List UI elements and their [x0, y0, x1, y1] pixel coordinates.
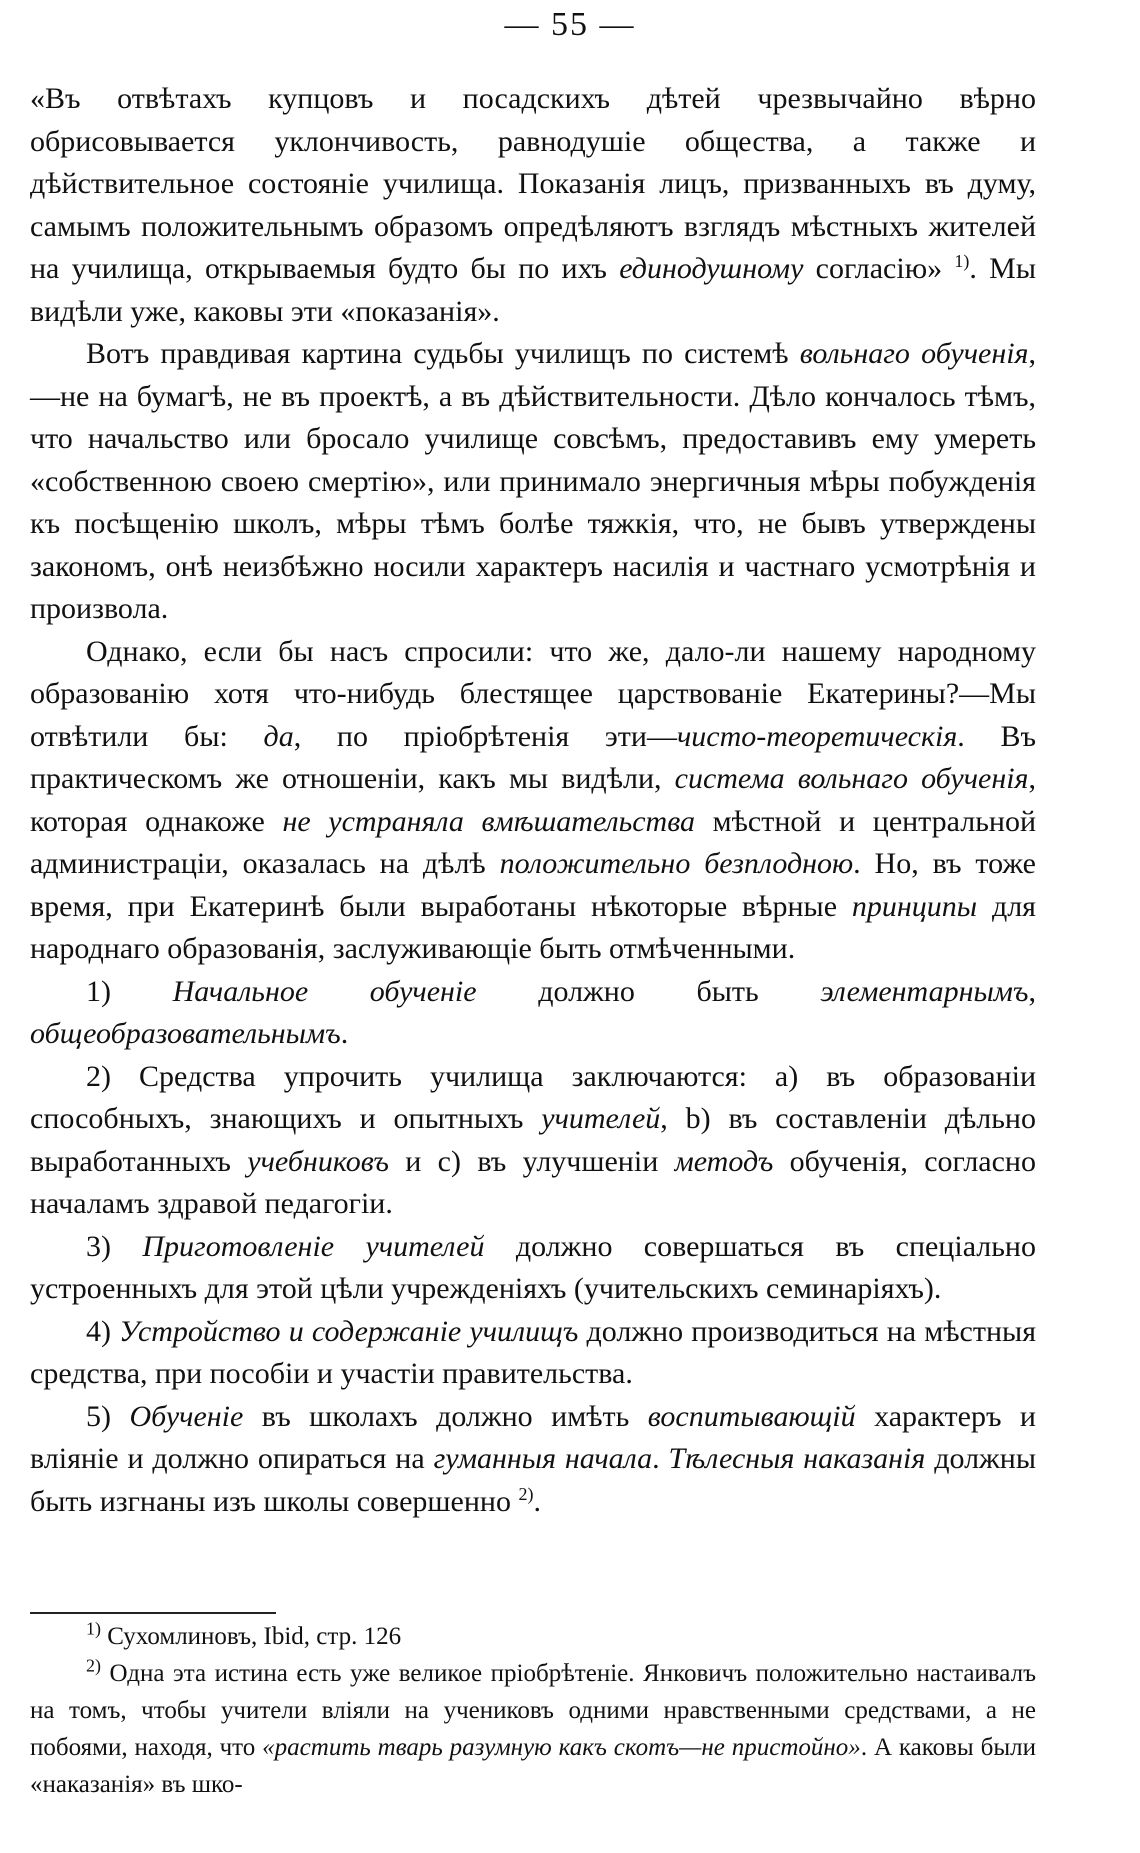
italic-text: принципы	[851, 889, 978, 923]
italic-text: Обученіе	[129, 1399, 244, 1433]
text-run: . А каковы были «наказанія» въ шко-	[30, 1734, 1036, 1798]
text-run: , b) въ составленіи дѣльно выработанныхъ	[30, 1102, 1036, 1178]
text-run: должно совершаться въ спеціально устроенныхъ для этой цѣли учрежденіяхъ (учительскихъ семинаріяхъ).	[30, 1229, 1036, 1305]
footnote-ref: 1)	[86, 1618, 101, 1639]
text-run: согласію»	[803, 252, 955, 285]
footnote	[30, 1655, 1036, 1803]
text-run: 5)	[86, 1399, 130, 1433]
footnote-divider	[30, 1612, 276, 1614]
text-run: .	[652, 1442, 669, 1475]
paragraph	[30, 1056, 1036, 1226]
main-text	[30, 78, 1036, 1523]
text-run: въ школахъ должно имѣть	[243, 1399, 648, 1433]
text-run: 2) Средства упрочить училища заключаются: a) въ образованіи способныхъ, знающихъ и опытныхъ	[30, 1059, 1036, 1135]
text-run: должно производиться на мѣстныя средства, при пособіи и участіи правительства.	[30, 1314, 1036, 1390]
italic-text: учебниковъ	[247, 1144, 389, 1178]
text-run: .	[340, 1017, 349, 1050]
italic-text: вольнаго обученія	[799, 337, 1029, 370]
text-run: ,—не на бумагѣ, не въ проектѣ, а въ дѣйствительности. Дѣло кончалось тѣмъ, что начальство или бросало училище совсѣмъ, предоставивъ ему умереть «собственною своею смертію», или принимало энергичныя мѣры побужденія къ посѣщенію школъ, мѣры тѣмъ болѣе тяжкія, что, не бывъ утверждены закономъ, онѣ неизбѣжно носили характеръ насилія и частнаго усмотрѣнія и произвола.	[30, 337, 1037, 625]
text-run: и c) въ улучшеніи	[388, 1144, 675, 1178]
italic-text: гуманныя начала	[433, 1442, 653, 1475]
footnote-ref: 1)	[954, 251, 970, 271]
italic-text: Приготовленіе учителей	[142, 1229, 485, 1263]
text-run: «Въ отвѣтахъ купцовъ и посадскихъ дѣтей чрезвычайно вѣрно обрисовывается уклончивость, равнодушіе общества, а также и дѣйствительное состояніе училища. Показанія лицъ, призванныхъ въ думу, самымъ положительнымъ образомъ опредѣляютъ взглядъ мѣстныхъ жителей на училища, открываемыя будто бы по ихъ	[30, 82, 1036, 285]
text-run: . Но, въ тоже время, при Екатеринѣ были выработаны нѣкоторые вѣрные	[30, 847, 1036, 923]
text-run: 3)	[86, 1229, 143, 1263]
footnote	[30, 1618, 1036, 1655]
text-run: должно быть	[476, 974, 821, 1008]
text-run: .	[533, 1484, 541, 1518]
text-run: 4)	[86, 1314, 120, 1348]
text-run: характеръ и вліяніе и должно опираться на	[30, 1399, 1036, 1475]
paragraph	[30, 1396, 1036, 1524]
italic-text: учителей	[541, 1102, 661, 1135]
italic-text: Начальное обученіе	[172, 974, 477, 1008]
text-run: для народнаго образованія, заслуживающіе быть отмѣченными.	[30, 889, 1036, 965]
text-run: Вотъ правдивая картина судьбы училищъ по системѣ	[86, 337, 800, 370]
italic-text: воспитывающій	[647, 1399, 856, 1433]
italic-text: положительно безплодною	[499, 847, 854, 880]
text-run: , которая однакоже	[30, 762, 1036, 838]
italic-text: Устройство и содержаніе училищъ	[119, 1314, 579, 1348]
paragraph	[30, 78, 1036, 333]
text-run: Одна эта истина есть уже великое пріобрѣтеніе. Янковичъ положительно настаивалъ на томъ, чтобы учители вліяли на учениковъ одними нравственными средствами, а не побоями, находя, что	[30, 1660, 1036, 1761]
paragraph	[30, 631, 1036, 971]
italic-text: да	[263, 719, 294, 753]
italic-text: не устраняла вмѣшательства	[282, 804, 696, 838]
footnotes	[30, 1618, 1036, 1803]
paragraph	[30, 1311, 1036, 1396]
italic-text: элементарнымъ	[820, 974, 1029, 1008]
italic-text: система вольнаго обученія	[674, 762, 1029, 795]
italic-text: Тѣлесныя наказанія	[668, 1442, 926, 1475]
footnote-ref: 2)	[86, 1655, 101, 1676]
italic-text: общеобразовательнымъ	[30, 1017, 341, 1050]
italic-text: чисто-теоретическія	[676, 719, 958, 753]
text-run: мѣстной и центральной администраціи, оказалась на дѣлѣ	[30, 804, 1037, 880]
paragraph	[30, 333, 1036, 631]
text-run: Сухомлиновъ, Ibid, стр. 126	[101, 1623, 402, 1650]
footnote-ref: 2)	[518, 1483, 534, 1504]
page-number: — 55 —	[504, 6, 636, 43]
text-run: , по пріобрѣтенія эти—	[293, 719, 677, 753]
text-run: Однако, если бы насъ спросили: что же, дало-ли нашему народному образованію хотя что-нибудь блестящее царствованіе Екатерины?—Мы отвѣтили бы:	[30, 634, 1036, 753]
italic-text: единодушному	[619, 252, 804, 285]
paragraph	[30, 971, 1036, 1056]
paragraph	[30, 1226, 1036, 1311]
text-run: . Въ практическомъ же отношеніи, какъ мы видѣли,	[30, 719, 1036, 795]
text-run: ,	[1028, 974, 1036, 1008]
text-run: обученія, согласно началамъ здравой педагогіи.	[30, 1144, 1036, 1220]
text-run: должны быть изгнаны изъ школы совершенно	[30, 1442, 1036, 1518]
italic-text: методъ	[674, 1144, 774, 1178]
text-run: 1)	[86, 974, 173, 1008]
italic-text: «растить тварь разумную какъ скотъ—не пристойно»	[262, 1734, 861, 1761]
text-run: . Мы видѣли уже, каковы эти «показанія».	[30, 252, 1036, 328]
